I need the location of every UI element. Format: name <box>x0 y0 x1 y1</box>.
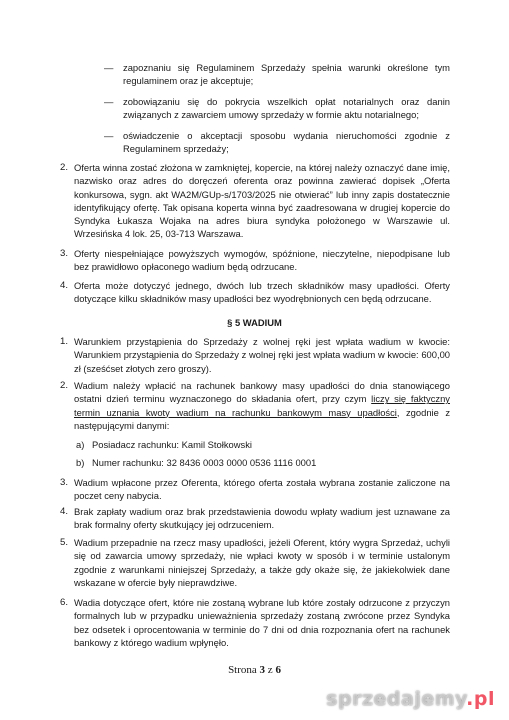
numbered-item <box>60 335 450 375</box>
sub-marker: b) <box>76 457 85 468</box>
item-number: 3. <box>60 248 69 259</box>
item-text: Wadium wpłacone przez Oferenta, którego oferta została wybrana zostanie zaliczone na poczet ceny nabycia. <box>74 477 450 502</box>
item-text: Wadium przepadnie na rzecz masy upadłości, jeżeli Oferent, który wygra Sprzedaż, uchyli się od zawarcia umowy sprzedaży, nie wpłaci kwoty w sposób i w terminie ustalonym zgodnie z warunkami niniejszej Sprzedaży, a także gdy okaże się, że jakiekolwiek dane wskazane w ofercie były nieprawdziwe. <box>74 537 450 588</box>
dash-list-item <box>104 61 450 88</box>
watermark-logo <box>326 687 495 710</box>
item-number: 5. <box>60 537 69 548</box>
item-text: Brak zapłaty wadium oraz brak przedstawienia dowodu wpłaty wadium jest uznawane za brak formalny oferty skutkujący jej odrzuceniem. <box>74 506 450 531</box>
footer-page-total: 6 <box>275 664 281 676</box>
numbered-item <box>60 247 450 274</box>
sub-item-text: Numer rachunku: 32 8436 0003 0000 0536 1116 0001 <box>92 457 317 468</box>
dash-marker: — <box>104 130 114 141</box>
numbered-item <box>60 476 450 503</box>
item-number: 4. <box>60 506 69 517</box>
item-number: 1. <box>60 336 69 347</box>
sub-list-item <box>76 438 436 451</box>
watermark-suffix: .pl <box>466 687 495 710</box>
dash-item-text: oświadczenie o akceptacji sposobu wydania nieruchomości zgodnie z Regulaminem sprzedaży; <box>123 130 450 155</box>
dash-list-item <box>104 95 450 122</box>
numbered-item <box>60 161 450 241</box>
item-text <box>74 379 450 432</box>
dash-marker: — <box>104 62 114 73</box>
numbered-item <box>60 596 450 649</box>
sub-list-item <box>76 456 436 469</box>
numbered-item <box>60 279 450 306</box>
footer-page-number: 3 <box>259 664 266 676</box>
numbered-item <box>60 536 450 589</box>
underlined-text: liczy się faktyczny termin uznania kwoty wadium na rachunku bankowym masy upadłości <box>74 393 450 418</box>
item-number: 4. <box>60 280 69 291</box>
item-number: 2. <box>60 162 69 173</box>
dash-item-text: zapoznaniu się Regulaminem Sprzedaży spełnia warunki określone tym regulaminem oraz je akceptuje; <box>123 62 450 87</box>
sub-item-text: Posiadacz rachunku: Kamil Stołkowski <box>92 439 252 450</box>
numbered-item <box>60 379 450 432</box>
item-number: 6. <box>60 597 69 608</box>
item-text: Oferta może dotyczyć jednego, dwóch lub trzech składników masy upadłości. Oferty dotyczące kilku składników masy upadłości bez wyodrębnionych cen będą odrzucane. <box>74 280 450 305</box>
dash-list-item <box>104 129 450 156</box>
item-number: 3. <box>60 477 69 488</box>
item-number: 2. <box>60 380 69 391</box>
numbered-item <box>60 505 450 532</box>
dash-item-text: zobowiązaniu się do pokrycia wszelkich opłat notarialnych oraz danin związanych z zawarciem umowy sprzedaży w formie aktu notarialnego; <box>123 96 450 121</box>
item-text-part: Wadium należy wpłacić na rachunek bankowy masy upadłości do dnia stanowiącego ostatni dzień terminu wyznaczonego do składania ofert, przy czym <box>74 380 450 405</box>
item-text-part: , zgodnie z następującymi danymi: <box>74 406 451 431</box>
watermark-text: sprzedajemy <box>326 687 467 710</box>
section-heading: § 5 WADIUM <box>227 317 282 328</box>
sub-marker: a) <box>76 439 85 450</box>
item-text: Warunkiem przystąpienia do Sprzedaży z wolnej ręki jest wpłata wadium w kwocie: Warunkiem przystąpienia do Sprzedaży z wolnej ręki jest wpłata wadium w kwocie: 600,00 zł (sześćset złotych zero groszy). <box>74 336 450 374</box>
footer-prefix: Strona <box>228 664 257 676</box>
page-footer <box>0 664 509 677</box>
item-text: Oferty niespełniające powyższych wymogów, spóźnione, nieczytelne, niepodpisane lub bez prawidłowo opłaconego wadium będą odrzucane. <box>74 248 450 273</box>
item-text: Wadia dotyczące ofert, które nie zostaną wybrane lub które zostały odrzucone z przyczyn formalnych lub w przypadku unieważnienia sprzedaży zostaną zwrócone przez Syndyka bez odsetek i oprocentowania w terminie do 7 dni od dnia rozpoznania ofert na rachunek bankowy z którego wadium wpłynęło. <box>74 597 450 648</box>
dash-marker: — <box>104 96 114 107</box>
item-text: Oferta winna zostać złożona w zamkniętej, kopercie, na której należy oznaczyć dane imię, nazwisko oraz adres do doręczeń oferenta oraz powinna zawierać dopisek „Oferta konkursowa, sygn. akt WA2M/GUp-s/1703/2025 nie otwierać” lub inny zapis dostatecznie identyfikujący ofertę. Tak opisana koperta winna być zaadresowana w drugiej kopercie do Syndyka Łukasza Wojaka na adres biura syndyka położonego w Warszawie ul. Wrzesińska 4 lok. 25, 03-713 Warszawa. <box>74 162 450 240</box>
footer-separator: z <box>267 664 273 676</box>
